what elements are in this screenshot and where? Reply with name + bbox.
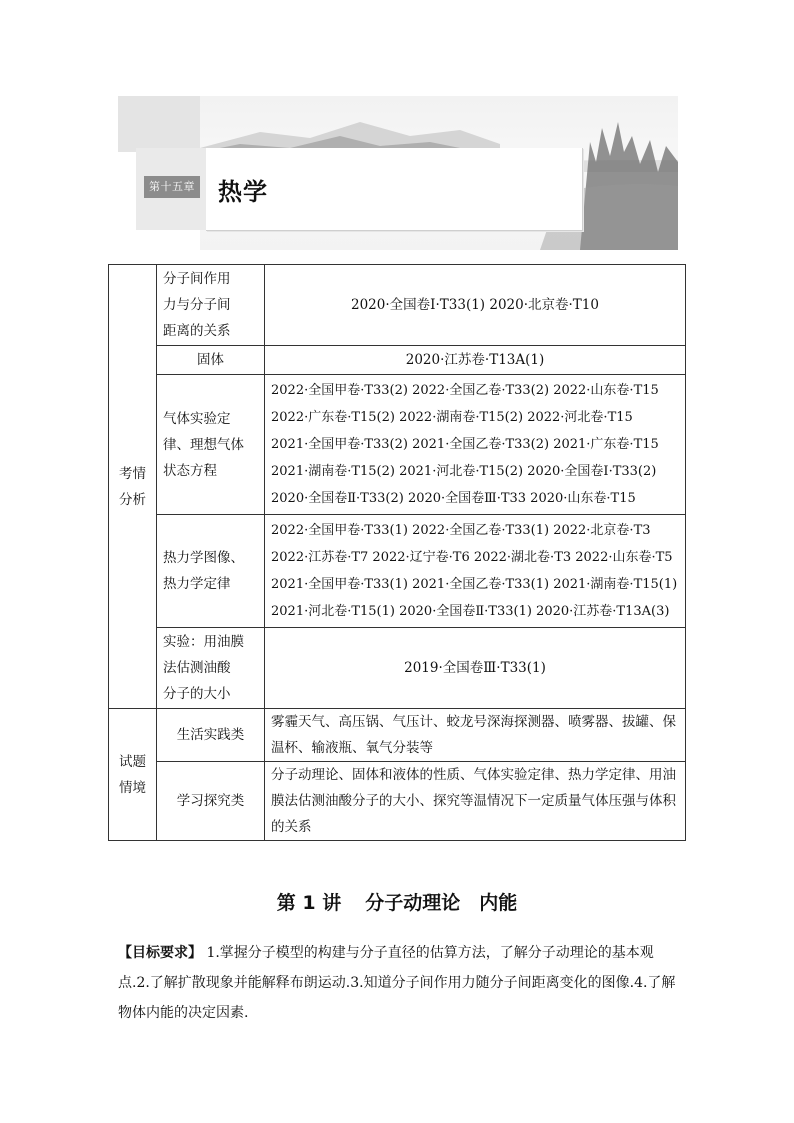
topic-cell — [157, 628, 265, 709]
objectives-text: 1.掌握分子模型的构建与分子直径的估算方法，了解分子动理论的基本观点.2.了解扩散现象并能解释布朗运动.3.知道分子间作用力随分子间距离变化的图像.4.了解物体内能的决定因素. — [118, 945, 676, 1021]
banner-gray-block — [118, 96, 200, 152]
exam-reference-line: 2022·全国甲卷·T33(1) 2022·全国乙卷·T33(1) 2022·北京卷·T3 — [271, 523, 651, 538]
exam-reference-line: 2022·全国甲卷·T33(2) 2022·全国乙卷·T33(2) 2022·山东卷·T15 — [271, 383, 659, 398]
exam-references-cell — [265, 265, 686, 346]
cell-line: 固体 — [197, 352, 224, 368]
exam-reference-line: 2022·江苏卷·T7 2022·辽宁卷·T6 2022·湖北卷·T3 2022·山东卷·T5 — [271, 550, 673, 565]
cell-line: 实验：用油膜 — [163, 634, 244, 650]
chapter-title: 热学 — [218, 178, 268, 206]
objectives-paragraph — [118, 938, 684, 1028]
table-row — [109, 762, 686, 841]
cell-line: 力与分子间 — [163, 297, 231, 313]
cell-line: 情境 — [119, 779, 146, 796]
exam-analysis-table — [108, 264, 686, 841]
cell-line: 热力学图像、 — [163, 550, 244, 566]
table-row — [109, 265, 686, 346]
chapter-badge: 第十五章 — [144, 176, 200, 198]
cell-line: 考情 — [119, 465, 146, 482]
category-cell-scenarios — [109, 709, 157, 841]
table-row — [109, 709, 686, 762]
exam-references-cell — [265, 515, 686, 628]
lecture-title: 分子动理论 内能 — [365, 892, 518, 914]
table-row — [109, 346, 686, 375]
exam-references-cell — [265, 375, 686, 515]
cell-line: 气体实验定 — [163, 410, 231, 427]
objectives-label: 【目标要求】 — [118, 945, 202, 961]
category-cell-exam-analysis — [109, 265, 157, 709]
topic-cell — [157, 375, 265, 515]
cell-line: 法估测油酸 — [163, 660, 231, 676]
cell-line: 分子的大小 — [163, 686, 231, 702]
exam-reference-line: 2021·河北卷·T15(1) 2020·全国卷Ⅱ·T33(1) 2020·江苏卷·T13A(3) — [271, 604, 670, 619]
cell-line: 状态方程 — [163, 462, 217, 479]
topic-cell — [157, 346, 265, 375]
table-row — [109, 515, 686, 628]
topic-cell — [157, 515, 265, 628]
table-row — [109, 375, 686, 515]
cell-line: 距离的关系 — [163, 323, 231, 339]
exam-reference: 2020·全国卷Ⅰ·T33(1) 2020·北京卷·T10 — [351, 296, 599, 313]
cell-line: 律、理想气体 — [163, 436, 244, 453]
cell-line: 热力学定律 — [163, 576, 231, 592]
scenario-type-cell: 学习探究类 — [157, 762, 265, 841]
table-row — [109, 628, 686, 709]
chapter-banner — [118, 96, 678, 250]
exam-reference: 2019·全国卷Ⅲ·T33(1) — [404, 659, 546, 676]
cell-line: 试题 — [119, 753, 146, 770]
exam-reference-line: 2020·全国卷Ⅱ·T33(2) 2020·全国卷Ⅲ·T33 2020·山东卷·T15 — [271, 491, 636, 506]
exam-reference-line: 2021·湖南卷·T15(2) 2021·河北卷·T15(2) 2020·全国卷Ⅰ·T33(2) — [271, 464, 657, 479]
scenario-type-cell: 生活实践类 — [157, 709, 265, 762]
exam-reference: 2020·江苏卷·T13A(1) — [405, 351, 545, 368]
scenario-description-cell: 雾霾天气、高压锅、气压计、蛟龙号深海探测器、喷雾器、拔罐、保温杯、输液瓶、氧气分装等 — [265, 709, 686, 762]
exam-reference-line: 2021·全国甲卷·T33(1) 2021·全国乙卷·T33(1) 2021·湖南卷·T15(1) — [271, 577, 678, 592]
lecture-heading — [0, 888, 794, 915]
topic-cell — [157, 265, 265, 346]
exam-reference-line: 2021·全国甲卷·T33(2) 2021·全国乙卷·T33(2) 2021·广东卷·T15 — [271, 437, 659, 452]
exam-references-cell — [265, 628, 686, 709]
exam-references-cell — [265, 346, 686, 375]
lecture-number: 第 1 讲 — [276, 892, 342, 914]
cell-line: 分析 — [119, 491, 146, 508]
exam-reference-line: 2022·广东卷·T15(2) 2022·湖南卷·T15(2) 2022·河北卷·T15 — [271, 410, 633, 425]
scenario-description-cell: 分子动理论、固体和液体的性质、气体实验定律、热力学定律、用油膜法估测油酸分子的大小、探究等温情况下一定质量气体压强与体积的关系 — [265, 762, 686, 841]
cell-line: 分子间作用 — [163, 271, 231, 287]
